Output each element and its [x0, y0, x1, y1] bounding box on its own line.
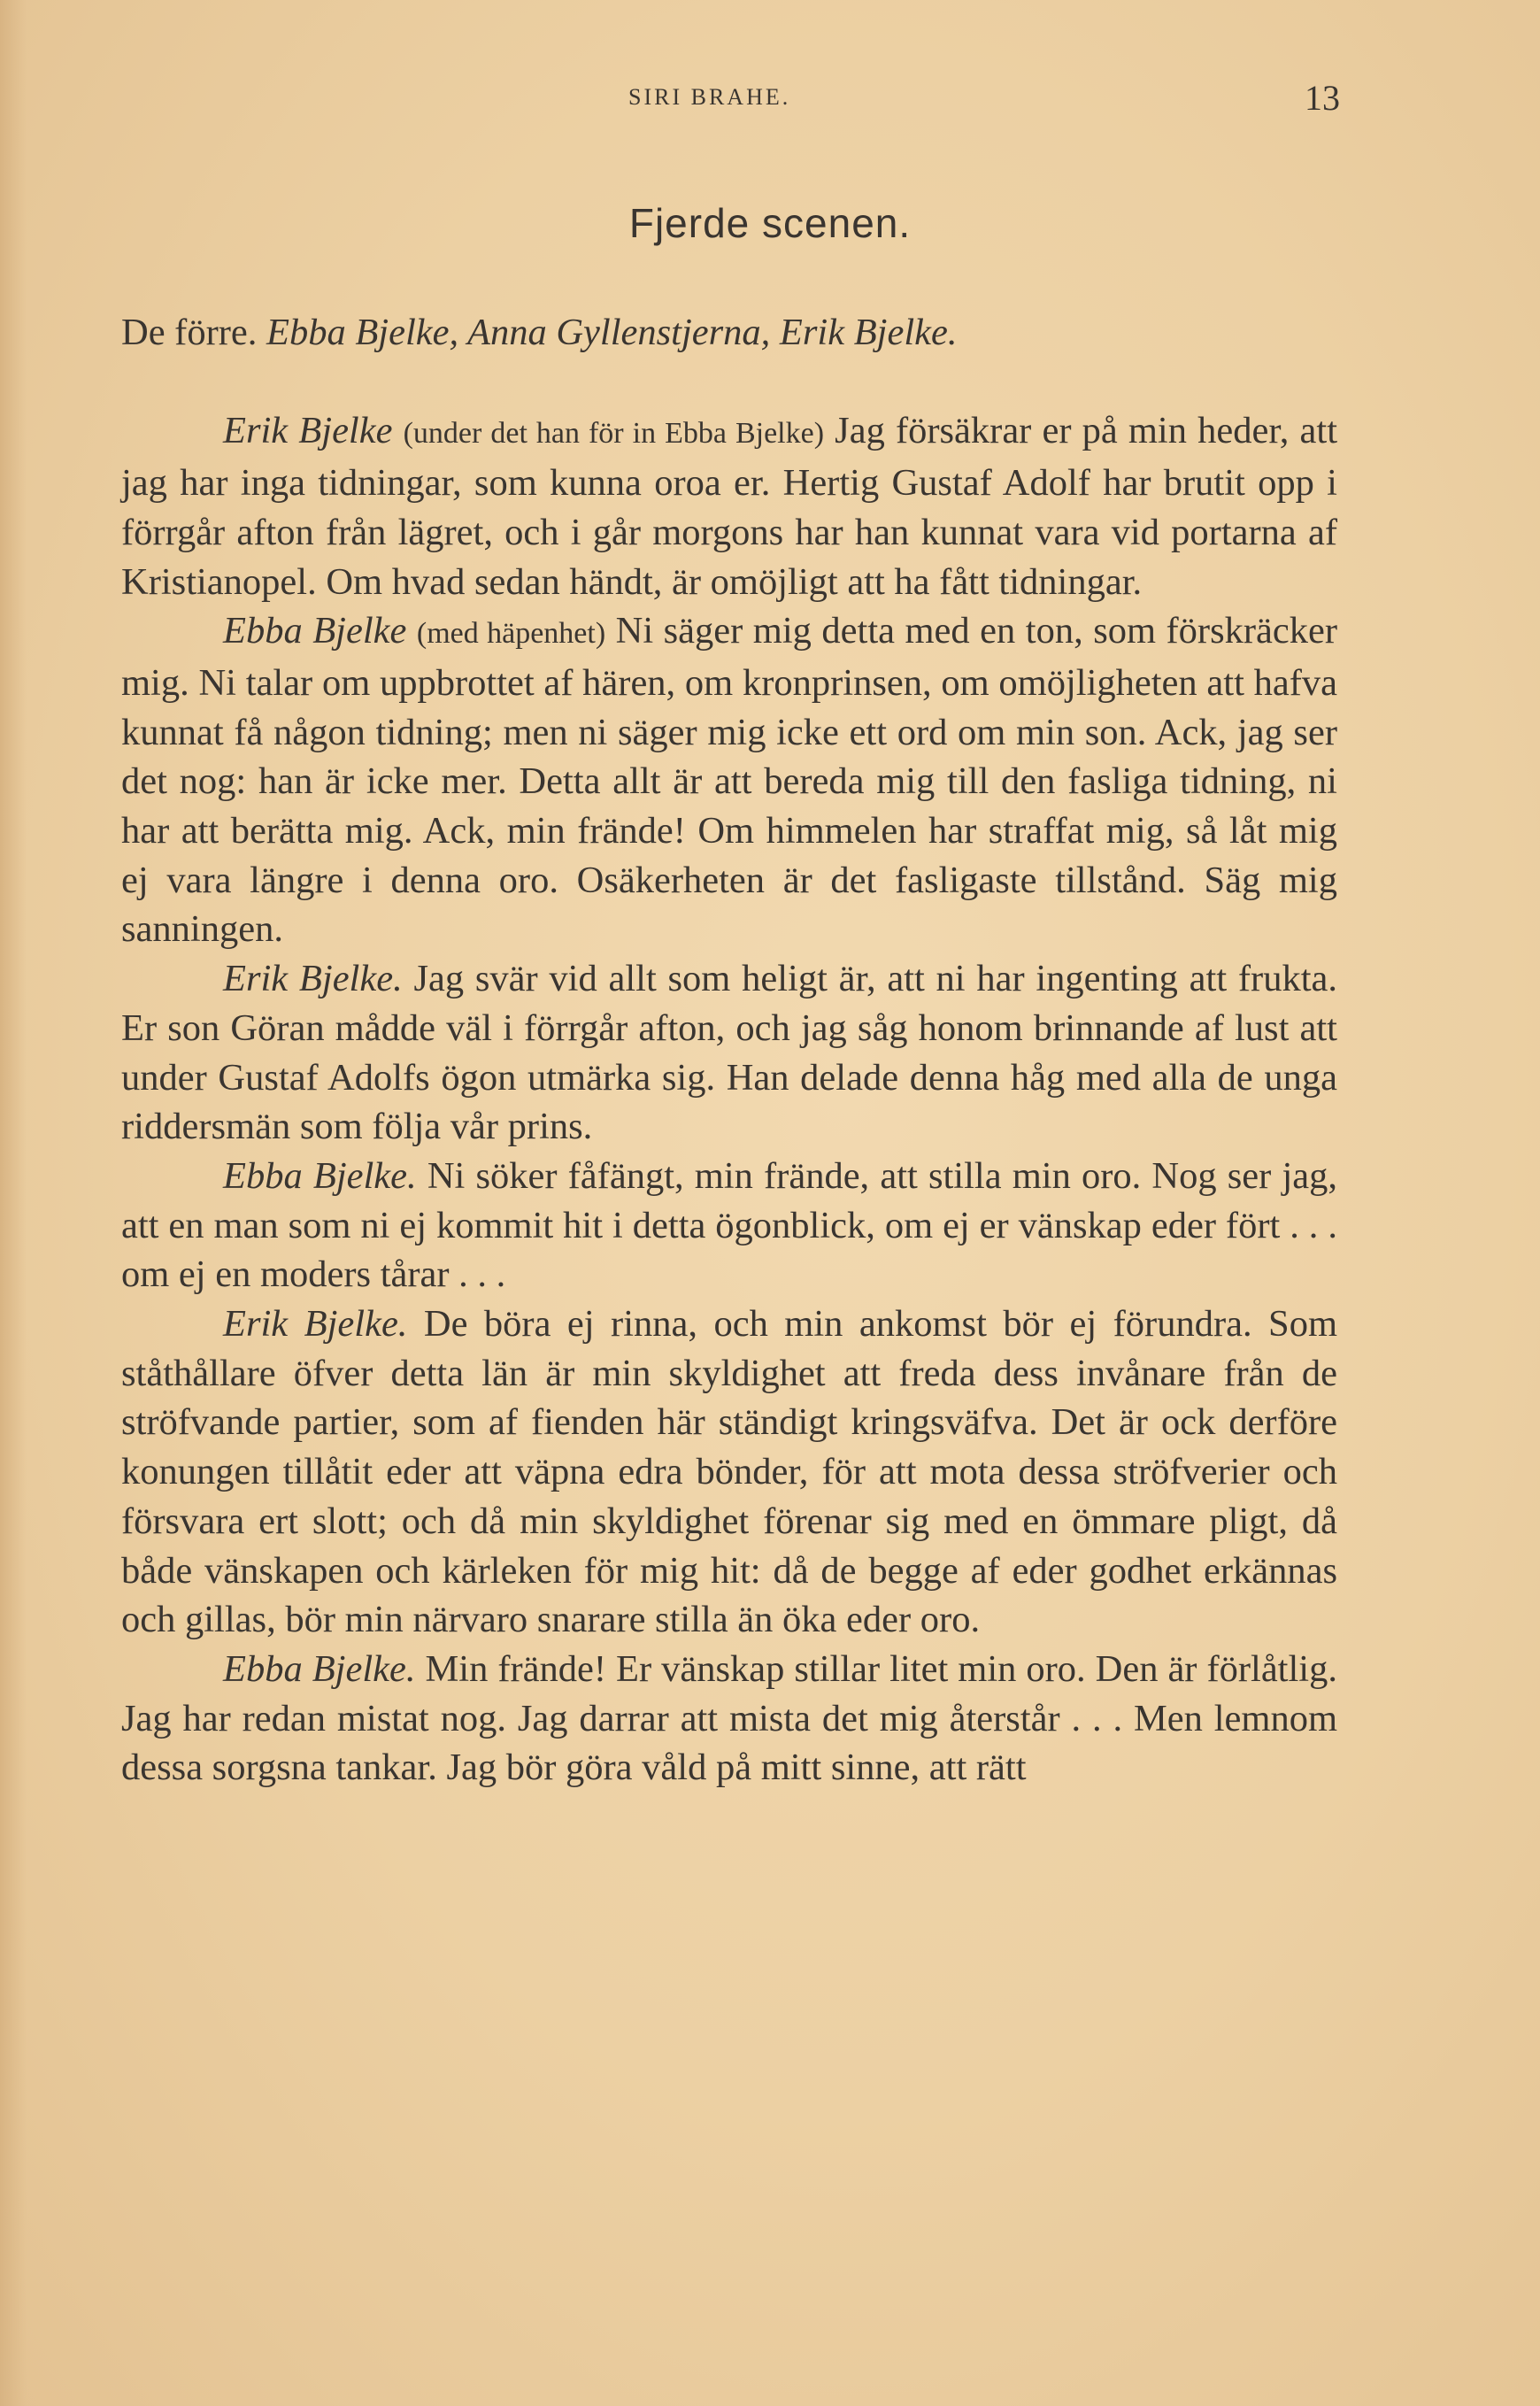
page-body — [121, 308, 1337, 1793]
page-header — [0, 78, 1540, 120]
stage-direction: (med häpenhet) — [416, 617, 606, 651]
speaker-name: Ebba Bjelke — [223, 610, 407, 652]
speaker-name: Erik Bjelke. — [223, 1303, 408, 1346]
speaker-name: Erik Bjelke. — [223, 958, 403, 1000]
speech — [121, 954, 1337, 1152]
speech — [121, 606, 1337, 954]
cast-label: De förre. — [121, 312, 258, 353]
speech-text: Jag försäkrar er på min heder, att jag har inga tidningar, som kunna oroa er. Hertig Gustaf Adolf har brutit opp i förrgår afton från lägret, och i går morgons har han kunnat vara vid portarna af Kristianopel. Om hvad sedan händt, är omöjligt att ha fått tidningar. — [121, 410, 1338, 603]
scene-title: Fjerde scenen. — [628, 200, 912, 246]
speech-text: Jag svär vid allt som heligt är, att ni har ingenting att frukta. Er son Göran mådde väl i förrgår afton, och jag såg honom brinnande af lust att under Gustaf Adolfs ögon utmärka sig. Han delade denna håg med alla de unga riddersmän som följa vår prins. — [121, 958, 1337, 1148]
speech — [121, 1152, 1337, 1299]
stage-direction: (under det han för in Ebba Bjelke) — [403, 417, 825, 451]
speech — [121, 406, 1337, 606]
speaker-name: Erik Bjelke — [223, 410, 393, 452]
cast-names: Ebba Bjelke, Anna Gyllenstjerna, Erik Bjelke. — [266, 312, 958, 353]
running-head: SIRI BRAHE. — [628, 84, 791, 110]
cast-list — [121, 308, 1337, 358]
speaker-name: Ebba Bjelke. — [223, 1647, 416, 1690]
speech-text: Ni säger mig detta med en ton, som förskräcker mig. Ni talar om uppbrottet af hären, om kronprinsen, om omöjligheten att hafva kunnat få någon tidning; men ni säger mig icke ett ord om min son. Ack, jag ser det nog: han är icke mer. Detta allt är att bereda mig till den fasliga tidning, ni har att berätta mig. Ack, min frände! Om himmelen har straffat mig, så låt mig ej vara längre i denna oro. Osäkerheten är det fasligaste tillstånd. Säg mig sanningen. — [121, 610, 1338, 951]
speech-text: Ni söker fåfängt, min frände, att stilla min oro. Nog ser jag, att en man som ni ej kommit hit i detta ögonblick, om ej er vänskap eder fört . . . om ej en moders tårar . . . — [121, 1154, 1337, 1296]
speech-text: Min frände! Er vänskap stillar litet min oro. Den är förlåtlig. Jag har redan mistat nog. Jag darrar att mista det mig återstår . . . Men lemnom dessa sorgsna tankar. Jag bör göra våld på mitt sinne, att rätt — [121, 1647, 1337, 1789]
page-edge-shadow — [0, 0, 27, 2406]
speaker-name: Ebba Bjelke. — [223, 1154, 417, 1197]
page-number: 13 — [1305, 78, 1340, 118]
speech — [121, 1299, 1337, 1645]
speech-text: De böra ej rinna, och min ankomst bör ej förundra. Som ståthållare öfver detta län är min skyldighet att freda dess invånare från de ströfvande partier, som af fienden här ständigt kringsväfva. Det är ock derföre konungen tillåtit eder att väpna edra bönder, för att mota dessa ströfverier och försvara ert slott; och då min skyldighet förenar sig med en ömmare pligt, då både vänskapen och kärleken för mig hit: då de begge af eder godhet erkännas och gillas, bör min närvaro snarare stilla än öka eder oro. — [121, 1303, 1337, 1641]
speech — [121, 1645, 1337, 1793]
